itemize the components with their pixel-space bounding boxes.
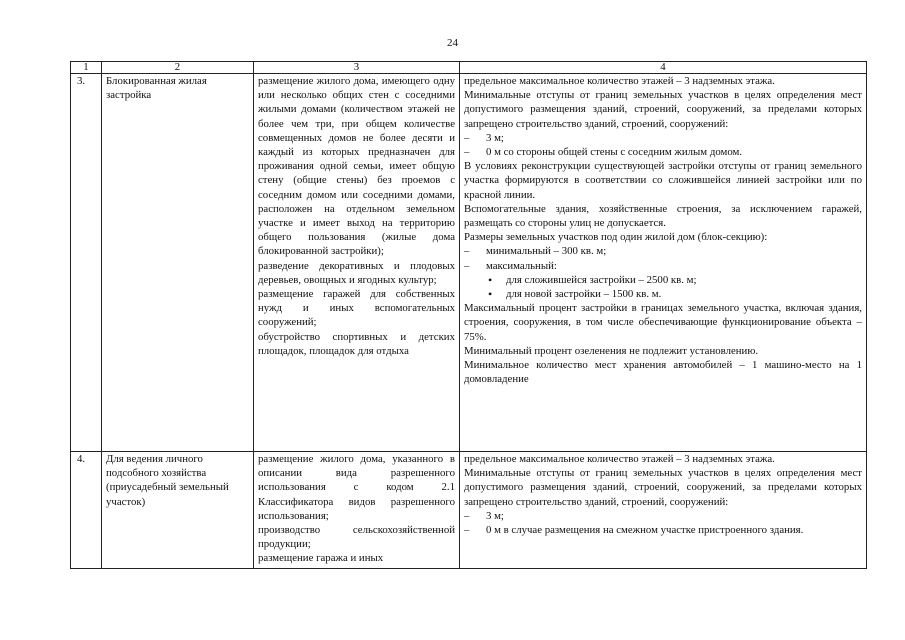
regulation-text: В условиях реконструкции существующей застройки отступы от границ земельного участка формируются в соответствии со сложившейся линией застройки или по красной линии. [464,160,862,201]
regulation-dash-item: – 3 м; [464,509,862,523]
header-col-4: 4 [460,62,867,74]
regulation-bullet-item: • для сложившейся застройки – 2500 кв. м; [464,273,862,287]
row-number: 3. [71,74,102,452]
description-paragraph: размещение гаража и иных [258,552,384,565]
regulation-text: Минимальный процент озеленения не подлежит установлению. [464,344,759,357]
use-type-name: Блокированная жилая застройка [102,74,254,452]
regulation-bullet-item: • для новой застройки – 1500 кв. м. [464,287,862,301]
description-paragraph: производство сельскохозяйственной продукции; [258,524,455,551]
use-type-name: Для ведения личного подсобного хозяйства (приусадебный земельный участок) [102,452,254,569]
regulation-text: Минимальные отступы от границ земельных участков в целях определения мест допустимого размещения зданий, строений, сооружений, за пределами которых запрещено строительство зданий, строений, сооружений: [464,89,862,130]
header-row [71,62,867,74]
regulations-cell [460,452,867,569]
regulations-cell [460,74,867,452]
description-paragraph: размещение жилого дома, указанного в описании вида разрешенного использования с кодом 2.1 Классификатора видов разрешенного использования; [258,453,455,522]
regulation-text: Размеры земельных участков под один жилой дом (блок-секцию): [464,231,768,244]
header-col-2: 2 [102,62,254,74]
use-description [254,74,460,452]
description-paragraph: обустройство спортивных и детских площадок, площадок для отдыха [258,330,455,357]
regulation-text: Максимальный процент застройки в границах земельного участка, включая здания, строения, сооружения, в том числе обеспечивающие функционирование объекта – 75%. [464,302,862,343]
zoning-table [70,61,867,569]
regulation-text: Минимальное количество мест хранения автомобилей – 1 машино-место на 1 домовладение [464,359,862,386]
table-row [71,74,867,452]
regulation-dash-item: – максимальный: [464,259,862,273]
row-number: 4. [71,452,102,569]
regulation-dash-item: – 0 м со стороны общей стены с соседним жилым домом. [464,145,862,159]
description-paragraph: разведение декоративных и плодовых деревьев, овощных и ягодных культур; [258,259,455,286]
regulation-dash-item: – 0 м в случае размещения на смежном участке пристроенного здания. [464,523,862,537]
regulation-text: Вспомогательные здания, хозяйственные строения, за исключением гаражей, размещать со стороны улиц не допускается. [464,202,862,230]
regulation-text: Минимальные отступы от границ земельных участков в целях определения мест допустимого размещения зданий, строений, сооружений, за пределами которых запрещено строительство зданий, строений, сооружений: [464,467,862,508]
description-paragraph: размещение жилого дома, имеющего одну или несколько общих стен с соседними жилыми домами (количеством этажей не более чем три, при общем количестве совмещенных домов не более десяти и каждый из которых предназначен для проживания одной семьи, имеет общую стену (общие стены) без проемов с соседним домом или соседними домами, расположен на отдельном земельном участке и имеет выход на территорию общего пользования (жилые дома блокированной застройки); [258,75,455,258]
header-col-1: 1 [71,62,102,74]
use-description [254,452,460,569]
regulation-dash-item: – 3 м; [464,131,862,145]
description-paragraph: размещение гаражей для собственных нужд и иных вспомогательных сооружений; [258,288,455,329]
regulation-text: предельное максимальное количество этажей – 3 надземных этажа. [464,453,775,465]
table-row [71,452,867,569]
header-col-3: 3 [254,62,460,74]
regulation-dash-item: – минимальный – 300 кв. м; [464,244,862,258]
page-number: 24 [447,37,458,49]
regulation-text: предельное максимальное количество этажей – 3 надземных этажа. [464,75,775,87]
